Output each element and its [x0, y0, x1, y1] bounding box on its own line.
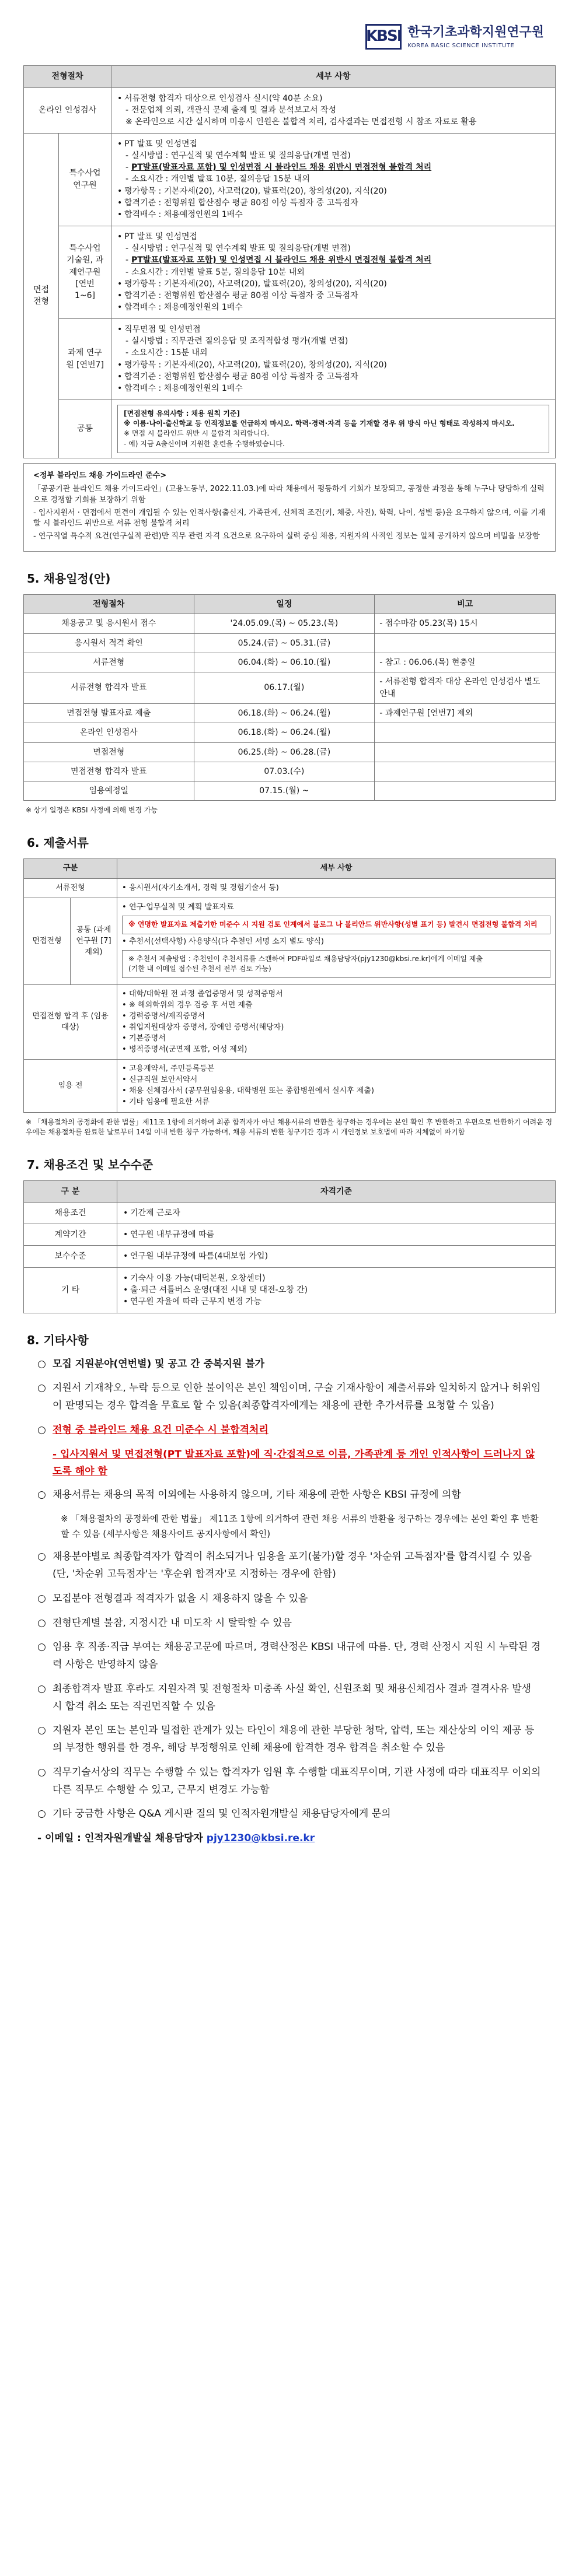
conditions-value-text: • 기간제 근로자: [123, 1207, 549, 1219]
project-label: 특수사업 기술원, 과제연구원 [연번 1~6]: [59, 226, 111, 318]
docs-recommend-box: [122, 950, 550, 979]
contact-line: [23, 1830, 556, 1848]
docs-header: 구분: [24, 858, 117, 878]
docs-after-item: • 기본증명서: [122, 1033, 550, 1045]
etc-item-text: 지원서 기재착오, 누락 등으로 인한 불이익은 본인 책임이며, 구술 기재사항이 제출서류와 일치하지 않거나 허위임이 판명되는 경우 합격을 무효로 할 수 있음(최종합격자에게는 채용에 관한 추가서류를 요청할 수 있음): [53, 1382, 541, 1412]
schedule-header: 비고: [375, 595, 556, 614]
etc-item-text: 최종합격자 발표 후라도 지원자격 및 전형절차 미충족 사실 확인, 신원조회 및 채용신체검사 결과 결격사유 발생 시 합격 취소 또는 직권면직할 수 있음: [53, 1683, 532, 1712]
docs-interview-sub-label: 공통 (과제연구원 [7]제외): [71, 898, 117, 985]
guideline-line: - 입사지원서 · 면접에서 편견이 개입될 수 있는 인적사항(출신지, 가족관계, 신체적 조건(키, 체중, 사진), 학력, 나이, 성별 등)을 요구하지 않으며, 이를 기재할 시 블라인드 위반으로 서류 전형 불합격 처리: [33, 508, 546, 528]
conditions-other-item: • 연구원 자율에 따라 근무지 변경 가능: [123, 1296, 549, 1308]
blind-guideline-box: [23, 463, 556, 552]
docs-header: 세부 사항: [117, 858, 556, 878]
online-note: ※ 온라인으로 시간 실시하며 미응시 인원은 불합격 처리, 검사결과는 면접전형 시 참조 자료로 활용: [125, 117, 477, 127]
docs-appoint-item: • 신규직원 보안서약서: [122, 1075, 550, 1086]
task7-sub: - 실시방법 : 직무관련 질의응답 및 조직적합성 평가(개별 면접): [125, 335, 549, 347]
etc-quote-item: [37, 1511, 542, 1542]
schedule-cell: - 서류전형 합격자 대상 온라인 인성검사 별도 안내: [375, 672, 556, 704]
special-sub: - 실시방법 : 연구실적 및 연수계획 발표 및 질의응답(개별 면접): [125, 150, 549, 162]
conditions-label: 계약기간: [24, 1224, 117, 1246]
schedule-cell: 07.03.(수): [194, 762, 375, 781]
schedule-cell: 온라인 인성검사: [24, 723, 194, 742]
schedule-cell: - 참고 : 06.06.(목) 현충일: [375, 653, 556, 672]
etc-item: [37, 1615, 542, 1632]
etc-item-text: 기타 궁금한 사항은 Q&A 게시판 질의 및 인적자원개발실 채용담당자에게 문의: [53, 1808, 391, 1820]
conditions-header: 자격기준: [117, 1180, 556, 1202]
project-row: [24, 226, 556, 318]
schedule-row: [24, 703, 556, 723]
screening-table: [23, 65, 556, 458]
project-item: • 합격배수 : 채용예정인원의 1배수: [117, 302, 549, 313]
common-row: [24, 399, 556, 458]
schedule-row: [24, 633, 556, 653]
conditions-value: [117, 1202, 556, 1224]
conditions-value: [117, 1246, 556, 1267]
conditions-value-text: • 연구원 내부규정에 따름: [123, 1229, 549, 1240]
docs-after-item: • 취업지원대상자 증명서, 장애인 증명서(해당자): [122, 1022, 550, 1033]
interview-caution-box: [117, 405, 549, 454]
docs-appoint-item: • 고용계약서, 주민등록등본: [122, 1064, 550, 1075]
conditions-other-item: • 기숙사 이용 가능(대덕본원, 오창센터): [123, 1273, 549, 1284]
schedule-cell: 채용공고 및 응시원서 접수: [24, 614, 194, 633]
docs-recommend-line: (기한 내 이메일 접수된 추천서 전부 검토 가능): [128, 964, 271, 973]
task7-pt: • 직무면접 및 인성면접: [117, 324, 549, 335]
docs-resume-item: • 응시원서(자기소개서, 경력 및 경험기술서 등): [122, 883, 550, 894]
project-pt: • PT 발표 및 인성면접: [117, 231, 549, 243]
schedule-row: [24, 723, 556, 742]
caution-line: ※ 이름·나이·출신학교 등 인적정보를 언급하지 마시오. 학력·경력·자격 등을 기재할 경우 위 방식 아닌 형태로 작성하지 마시오.: [124, 419, 515, 427]
special-sub: - PT발표(발표자료 포함) 및 인성면접 시 블라인드 채용 위반시 면접전형 불합격 처리: [125, 162, 549, 173]
special-item: • 합격배수 : 채용예정인원의 1배수: [117, 209, 549, 220]
docs-after-item: • 대학/대학원 전 과정 졸업증명서 및 성적증명서: [122, 989, 550, 1000]
schedule-cell: [375, 723, 556, 742]
guideline-line: - 연구직열 특수적 요건(연구실적 관련)만 직무 관련 자격 요건으로 요구하여 실력 중심 채용, 지원자의 사적인 정보는 일체 공개하지 않으며 비밀을 보장함: [33, 532, 540, 541]
schedule-row: [24, 742, 556, 762]
schedule-cell: 06.18.(화) ~ 06.24.(월): [194, 703, 375, 723]
schedule-cell: 06.04.(화) ~ 06.10.(월): [194, 653, 375, 672]
conditions-heading: 7. 채용조건 및 보수수준: [27, 1157, 154, 1172]
schedule-cell: 응시원서 적격 확인: [24, 633, 194, 653]
docs-appoint-label: 임용 전: [24, 1060, 117, 1112]
common-label: 공통: [59, 399, 111, 458]
contact-label: - 이메일 : 인적자원개발실 채용담당자: [37, 1832, 203, 1845]
conditions-label: 보수수준: [24, 1246, 117, 1267]
special-pt: • PT 발표 및 인성면접: [117, 138, 549, 150]
etc-item: [37, 1722, 542, 1757]
docs-heading: 6. 제출서류: [27, 835, 89, 850]
task7-row: [24, 318, 556, 399]
schedule-row: [24, 781, 556, 801]
schedule-cell: [375, 762, 556, 781]
schedule-row: [24, 614, 556, 633]
etc-item: [37, 1639, 542, 1674]
etc-item-text: - 입사지원서 및 면접전형(PT 발표자료 포함)에 직·간접적으로 이름, 가족관계 등 개인 인적사항이 드러나지 않도록 해야 함: [53, 1448, 535, 1478]
project-sub: - 실시방법 : 연구실적 및 연수계획 발표 및 질의응답(개별 면접): [125, 243, 549, 254]
screening-header-detail: 세부 사항: [111, 66, 556, 87]
kbsi-logo-mark: KBSI: [365, 24, 402, 50]
etc-item-text: 직무기술서상의 직무는 수행할 수 있는 합격자가 임원 후 수행할 대표직무이며, 기관 사정에 따라 대표직무 이외의 다른 직무도 수행할 수 있고, 근무지 변경도 가능함: [53, 1766, 541, 1796]
etc-item-text: 모집분야 전형결과 적격자가 없을 시 채용하지 않을 수 있음: [53, 1592, 308, 1604]
etc-item-text: 채용서류는 채용의 목적 이외에는 사용하지 않으며, 기타 채용에 관한 사항은 KBSI 규정에 의함: [53, 1489, 461, 1501]
special-item: • 평가항목 : 기본자세(20), 사고력(20), 발표력(20), 창의성(20), 지식(20): [117, 185, 549, 197]
conditions-table: [23, 1180, 556, 1313]
etc-item-text: ※ 「채용절차의 공정화에 관한 법률」 제11조 1항에 의거하여 관련 채용 서류의 반환을 청구하는 경우에는 본인 확인 후 반환할 수 있음 (세부사항은 채용사이트 공지사항에서 확인): [61, 1513, 539, 1540]
schedule-cell: 임용예정일: [24, 781, 194, 801]
schedule-cell: 면접전형 합격자 발표: [24, 762, 194, 781]
screening-header-step: 전형절차: [24, 66, 111, 87]
special-sub: - 소요시간 : 개인별 발표 10분, 질의응답 15분 내외: [125, 173, 549, 185]
special-item: • 합격기준 : 전형위원 합산점수 평균 80점 이상 득점자 중 고득점자: [117, 197, 549, 209]
etc-item: [37, 1487, 542, 1504]
schedule-table: [23, 594, 556, 801]
conditions-row: [24, 1246, 556, 1267]
schedule-cell: [375, 742, 556, 762]
schedule-cell: - 과제연구원 [연번7] 제외: [375, 703, 556, 723]
task7-item: • 합격배수 : 채용예정인원의 1배수: [117, 383, 549, 394]
docs-appoint-item: • 기타 임용에 필요한 서류: [122, 1097, 550, 1108]
docs-resume-label: 서류전형: [24, 878, 117, 898]
etc-item: [37, 1806, 542, 1823]
schedule-cell: 06.25.(화) ~ 06.28.(금): [194, 742, 375, 762]
kbsi-logo: [23, 23, 544, 50]
docs-after-item: • ※ 해외학위의 경우 검증 후 서면 제출: [122, 1000, 550, 1011]
task7-item: • 평가항목 : 기본자세(20), 사고력(20), 발표력(20), 창의성(20), 지식(20): [117, 359, 549, 371]
schedule-row: [24, 672, 556, 704]
conditions-row: [24, 1202, 556, 1224]
docs-appoint-item: • 채용 신체검사서 (공무원임용용, 대학병원 또는 종합병원에서 실시후 제출): [122, 1086, 550, 1097]
contact-email-link[interactable]: pjy1230@kbsi.re.kr: [206, 1832, 315, 1845]
etc-item: [37, 1548, 542, 1583]
conditions-other-item: • 출·퇴근 셔틀버스 운영(대전 시내 및 대전-오창 간): [123, 1284, 549, 1296]
caution-title: [면접전형 유의사항 : 채용 원칙 기준]: [124, 409, 240, 418]
etc-item-text: 임용 후 직종·직급 부여는 채용공고문에 따르며, 경력산정은 KBSI 내규에 따름. 단, 경력 산정시 지원 시 누락된 경력 사항은 반영하지 않음: [53, 1641, 541, 1671]
docs-interview-item: • 추천서(선택사항) 사용양식(다 추천인 서명 소지 별도 양식): [122, 937, 550, 948]
schedule-cell: '24.05.09.(목) ~ 05.23.(목): [194, 614, 375, 633]
caution-line: - 예) 지금 A출신이며 지원한 훈련을 수행하였습니다.: [124, 439, 285, 448]
etc-item-text: 전형 중 블라인드 채용 요건 미준수 시 불합격처리: [53, 1424, 268, 1436]
caution-line: ※ 면접 시 블라인드 위반 시 불합격 처리합니다.: [124, 429, 270, 438]
etc-item: [37, 1681, 542, 1716]
schedule-note: ※ 상기 일정은 KBSI 사정에 의해 변경 가능: [26, 806, 158, 815]
docs-footnote: ※ 「채용절차의 공정화에 관한 법률」제11조 1항에 의거하여 최종 합격자가 아닌 채용서류의 반환을 청구하는 경우에는 본인 확인 후 반환하고 우편으로 반환하기 어려운 경우에는 채용절차를 완료한 날로부터 14일 이내 반환 청구 가능하며, 채용 서류의 반환 청구기간 경과 시 개인정보 보호법에 따라 지체없이 파기함: [26, 1117, 553, 1137]
guideline-title: <정부 블라인드 채용 가이드라인 준수>: [33, 471, 167, 481]
task7-item: • 합격기준 : 전형위원 합산점수 평균 80점 이상 득점자 중 고득점자: [117, 371, 549, 383]
schedule-cell: 면접전형 발표자료 제출: [24, 703, 194, 723]
project-item: • 합격기준 : 전형위원 합산점수 평균 80점 이상 득점자 중 고득점자: [117, 290, 549, 302]
conditions-other-label: 기 타: [24, 1267, 117, 1313]
schedule-cell: [375, 633, 556, 653]
etc-item-text: 모집 지원분야(연번별) 및 공고 간 중복지원 불가: [53, 1358, 265, 1370]
etc-dash-item: [37, 1446, 542, 1481]
conditions-row: [24, 1224, 556, 1246]
etc-item: [37, 1764, 542, 1799]
online-test-label: 온라인 인성검사: [24, 87, 111, 133]
conditions-label: 채용조건: [24, 1202, 117, 1224]
logo-name-ko: 한국기초과학지원연구원: [407, 25, 544, 40]
logo-name-en: KOREA BASIC SCIENCE INSTITUTE: [407, 42, 515, 49]
schedule-cell: 서류전형 합격자 발표: [24, 672, 194, 704]
conditions-value-text: • 연구원 내부규정에 따름(4대보험 가입): [123, 1250, 549, 1262]
schedule-cell: 면접전형: [24, 742, 194, 762]
special-label: 특수사업 연구원: [59, 133, 111, 226]
online-item: • 서류전형 합격자 대상으로 인성검사 실시(약 40분 소요): [117, 93, 549, 104]
schedule-header: 일정: [194, 595, 375, 614]
schedule-cell: 05.24.(금) ~ 05.31.(금): [194, 633, 375, 653]
online-item: - 전문업체 의뢰, 객관식 문제 출제 및 결과 분석보고서 작성: [125, 104, 549, 116]
etc-item: [37, 1356, 542, 1373]
etc-item: [37, 1380, 542, 1415]
task7-sub: - 소요시간 : 15분 내외: [125, 347, 549, 359]
schedule-header: 전형절차: [24, 595, 194, 614]
docs-table: [23, 858, 556, 1113]
task7-label: 과제 연구원 [연번7]: [59, 318, 111, 399]
docs-after-label: 면접전형 합격 후 (임용대상): [24, 985, 117, 1060]
docs-interview-label: 면접전형: [24, 898, 71, 985]
docs-red-note: ※ 연명한 발표자료 제출기한 미준수 시 지원 검토 인계에서 불로그 나 볼리안드 위반사항(성별 표기 등) 발견시 면접전형 불합격 처리: [122, 916, 550, 934]
schedule-cell: 06.17.(월): [194, 672, 375, 704]
schedule-row: [24, 762, 556, 781]
docs-after-item: • 병적증명서(군면제 포함, 여성 제외): [122, 1045, 550, 1056]
docs-recommend-line: ※ 추천서 제출방법 : 추천인이 추천서류를 스캔하여 PDF파일로 채용담당자(pjy1230@kbsi.re.kr)에게 이메일 제출: [128, 954, 483, 963]
schedule-row: [24, 653, 556, 672]
schedule-heading: 5. 채용일정(안): [27, 572, 111, 586]
project-sub: - 소요시간 : 개인별 발표 5분, 질의응답 10분 내외: [125, 267, 549, 278]
etc-list: [23, 1356, 556, 1824]
etc-item-text: 지원자 본인 또는 본인과 밀접한 관계가 있는 타인이 채용에 관한 부당한 청탁, 압력, 또는 재산상의 이익 제공 등의 부정한 행위를 한 경우, 해당 부정행위로 인해 채용에 합격한 경우 합격을 취소할 수 있음: [53, 1725, 535, 1754]
docs-interview-item: • 연구·업무실적 및 계획 발표자료: [122, 902, 550, 913]
interview-label: 면접 전형: [24, 133, 59, 458]
project-sub: - PT발표(발표자료 포함) 및 인성면접 시 블라인드 채용 위반시 면접전형 불합격 처리: [125, 254, 549, 266]
schedule-cell: 서류전형: [24, 653, 194, 672]
conditions-value: [117, 1224, 556, 1246]
conditions-header: 구 분: [24, 1180, 117, 1202]
docs-after-item: • 경력증명서/재직증명서: [122, 1011, 550, 1022]
schedule-cell: - 접수마감 05.23(목) 15시: [375, 614, 556, 633]
schedule-cell: [375, 781, 556, 801]
etc-item-text: 채용분야별로 최종합격자가 합격이 취소되거나 임용을 포기(불가)할 경우 '차순위 고득점자'를 합격시킬 수 있음(단, '차순위 고득점자'는 '후순위 합격자'로 지정하는 경우에 한함): [53, 1551, 532, 1580]
etc-heading: 8. 기타사항: [27, 1333, 89, 1347]
etc-item: [37, 1590, 542, 1608]
etc-item-text: 전형단계별 불참, 지정시간 내 미도착 시 탈락할 수 있음: [53, 1617, 292, 1629]
special-row: [24, 133, 556, 226]
schedule-cell: 06.18.(화) ~ 06.24.(월): [194, 723, 375, 742]
schedule-cell: 07.15.(월) ~: [194, 781, 375, 801]
project-item: • 평가항목 : 기본자세(20), 사고력(20), 발표력(20), 창의성(20), 지식(20): [117, 278, 549, 290]
etc-item: [37, 1422, 542, 1439]
guideline-line: 「공공기관 블라인드 채용 가이드라인」(고용노동부, 2022.11.03.)에 따라 채용에서 평등하게 기회가 보장되고, 공정한 과정을 통해 누구나 당당하게 실력으로 경쟁할 기회를 보장하기 위함: [33, 484, 545, 504]
online-test-row: [24, 87, 556, 133]
